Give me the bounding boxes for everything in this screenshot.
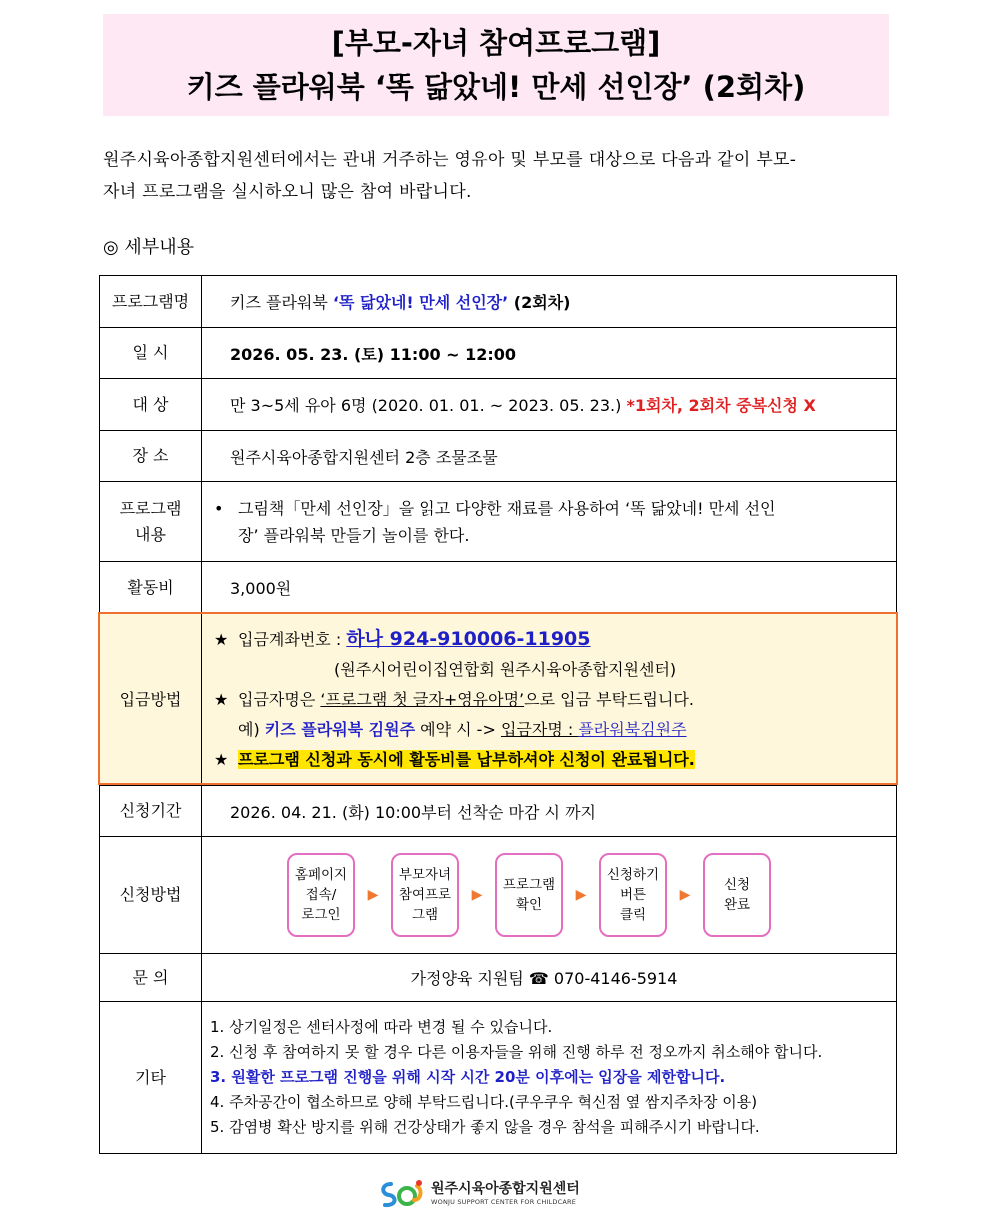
step-line: 부모자녀 <box>398 867 452 883</box>
star-icon: ★ <box>214 630 229 649</box>
etc-item-2: 2. 신청 후 참여하지 못 할 경우 다른 이용자들을 위해 진행 하루 전 정오까지 취소해야 합니다. <box>210 1043 823 1061</box>
example-program: 키즈 플라워북 김원주 <box>264 720 416 739</box>
step-line: 그램 <box>411 907 439 923</box>
step-line: 클릭 <box>619 907 647 923</box>
row-period <box>100 786 897 837</box>
row-fee <box>100 562 897 614</box>
description-text <box>238 495 776 549</box>
value-program-name <box>202 276 897 328</box>
target-text: 만 3~5세 유아 6명 (2020. 01. 01. ~ 2023. 05. 23.) <box>230 396 627 415</box>
row-method <box>100 837 897 954</box>
step-box <box>287 853 355 937</box>
arrow-right-icon: ▶ <box>575 887 587 903</box>
payment-notice-line <box>214 745 896 775</box>
step-line: 버튼 <box>619 887 647 903</box>
arrow-right-icon: ▶ <box>679 887 691 903</box>
label-contact: 문 의 <box>100 954 202 1002</box>
label-method: 신청방법 <box>100 837 202 954</box>
row-description <box>100 482 897 562</box>
step-text <box>724 875 750 915</box>
value-method <box>202 837 897 954</box>
label-program-name: 프로그램명 <box>100 276 202 328</box>
step-line: 완료 <box>723 897 751 913</box>
bullet-icon: • <box>214 498 224 518</box>
star-icon: ★ <box>214 690 229 709</box>
example-name: 플라워북김원주 <box>578 720 687 739</box>
example-label: 입금자명 : <box>500 720 579 739</box>
details-table <box>99 275 897 1154</box>
center-logo-icon <box>377 1178 427 1210</box>
etc-item-1: 1. 상기일정은 센터사정에 따라 변경 될 수 있습니다. <box>210 1018 553 1036</box>
label-description-line-1: 프로그램 <box>119 498 182 518</box>
depositor-suffix: 으로 입금 부탁드립니다. <box>524 690 694 709</box>
row-date <box>100 328 897 379</box>
star-icon: ★ <box>214 750 229 769</box>
step-line: 로그인 <box>301 907 341 923</box>
payment-example-line <box>214 715 896 745</box>
etc-item-3: 3. 원활한 프로그램 진행을 위해 시작 시간 20분 이후에는 입장을 제한합니다. <box>210 1068 726 1086</box>
step-box <box>703 853 771 937</box>
payment-notice: 프로그램 신청과 동시에 활동비를 납부하셔야 신청이 완료됩니다. <box>238 750 695 769</box>
program-name-title: ‘똑 닮았네! 만세 선인장’ <box>332 293 509 312</box>
row-program-name <box>100 276 897 328</box>
description-line-2: 장’ 플라워북 만들기 놀이를 한다. <box>238 525 470 545</box>
value-date: 2026. 05. 23. (토) 11:00 ~ 12:00 <box>202 328 897 379</box>
step-box <box>495 853 563 937</box>
example-prefix: 예) <box>238 720 265 739</box>
step-box <box>391 853 459 937</box>
intro-paragraph <box>103 144 893 208</box>
intro-line-2: 자녀 프로그램을 실시하오니 많은 참여 바랍니다. <box>103 182 472 202</box>
title-line-2: 키즈 플라워북 ‘똑 닮았네! 만세 선인장’ (2회차) <box>186 70 806 104</box>
step-line: 접속/ <box>305 887 337 903</box>
title-line-1: [부모-자녀 참여프로그램] <box>331 26 661 60</box>
target-note: *1회차, 2회차 중복신청 X <box>626 396 816 415</box>
step-line: 프로그램 <box>502 877 556 893</box>
row-target <box>100 379 897 431</box>
label-fee: 활동비 <box>100 562 202 614</box>
step-text <box>399 865 451 925</box>
depositor-rule: ‘프로그램 첫 글자+영유아명’ <box>320 690 525 709</box>
account-holder: (원주시어린이집연합회 원주시육아종합지원센터) <box>334 660 677 679</box>
step-text <box>295 865 347 925</box>
value-etc <box>202 1002 897 1154</box>
step-line: 확인 <box>515 897 543 913</box>
step-line: 참여프로 <box>398 887 452 903</box>
footer-center-subtitle: WONJU SUPPORT CENTER FOR CHILDCARE <box>431 1198 577 1206</box>
etc-item-5: 5. 감염병 확산 방지를 위해 건강상태가 좋지 않을 경우 참석을 피해주시기 바랍니다. <box>210 1118 760 1136</box>
label-target: 대 상 <box>100 379 202 431</box>
label-description-line-2: 내용 <box>135 524 166 544</box>
row-place <box>100 431 897 482</box>
section-heading: ◎ 세부내용 <box>103 237 194 258</box>
account-label: 입금계좌번호 : <box>238 630 347 649</box>
account-number: 하나 924-910006-11905 <box>346 628 591 650</box>
footer-text <box>431 1181 580 1207</box>
step-line: 신청하기 <box>606 867 660 883</box>
etc-item-4: 4. 주차공간이 협소하므로 양해 부탁드립니다.(쿠우쿠우 혁신점 옆 쌈지주차장 이용) <box>210 1093 758 1111</box>
payment-account-line <box>214 624 896 655</box>
arrow-right-icon: ▶ <box>367 887 379 903</box>
value-target <box>202 379 897 431</box>
depositor-prefix: 입금자명은 <box>238 690 321 709</box>
footer-logo <box>377 1176 580 1212</box>
step-line: 홈페이지 <box>294 867 348 883</box>
program-name-suffix: (2회차) <box>508 293 571 312</box>
label-date: 일 시 <box>100 328 202 379</box>
label-etc: 기타 <box>100 1002 202 1154</box>
step-line: 신청 <box>723 877 751 893</box>
value-period: 2026. 04. 21. (화) 10:00부터 선착순 마감 시 까지 <box>202 786 897 837</box>
step-box <box>599 853 667 937</box>
row-payment <box>100 614 897 786</box>
intro-line-1: 원주시육아종합지원센터에서는 관내 거주하는 영유아 및 부모를 대상으로 다음과 같이 부모- <box>103 150 797 170</box>
value-place: 원주시육아종합지원센터 2층 조물조물 <box>202 431 897 482</box>
title-banner <box>103 14 889 116</box>
row-etc <box>100 1002 897 1154</box>
step-text <box>503 875 555 915</box>
value-description <box>202 482 897 562</box>
value-contact: 가정양육 지원팀 ☎ 070-4146-5914 <box>202 954 897 1002</box>
description-line-1: 그림책「만세 선인장」을 읽고 다양한 재료를 사용하여 ‘똑 닮았네! 만세 선인 <box>238 498 776 518</box>
label-payment: 입금방법 <box>100 614 202 786</box>
payment-depositor-line <box>214 685 896 715</box>
value-payment <box>202 614 897 786</box>
example-mid: 예약 시 -> <box>415 720 501 739</box>
program-name-prefix: 키즈 플라워북 <box>230 293 333 312</box>
arrow-right-icon: ▶ <box>471 887 483 903</box>
steps-flow <box>202 853 896 937</box>
step-text <box>607 865 659 925</box>
label-period: 신청기간 <box>100 786 202 837</box>
label-description <box>100 482 202 562</box>
description-item <box>214 495 896 549</box>
label-place: 장 소 <box>100 431 202 482</box>
value-fee: 3,000원 <box>202 562 897 614</box>
row-contact <box>100 954 897 1002</box>
footer-center-name: 원주시육아종합지원센터 <box>431 1181 580 1197</box>
